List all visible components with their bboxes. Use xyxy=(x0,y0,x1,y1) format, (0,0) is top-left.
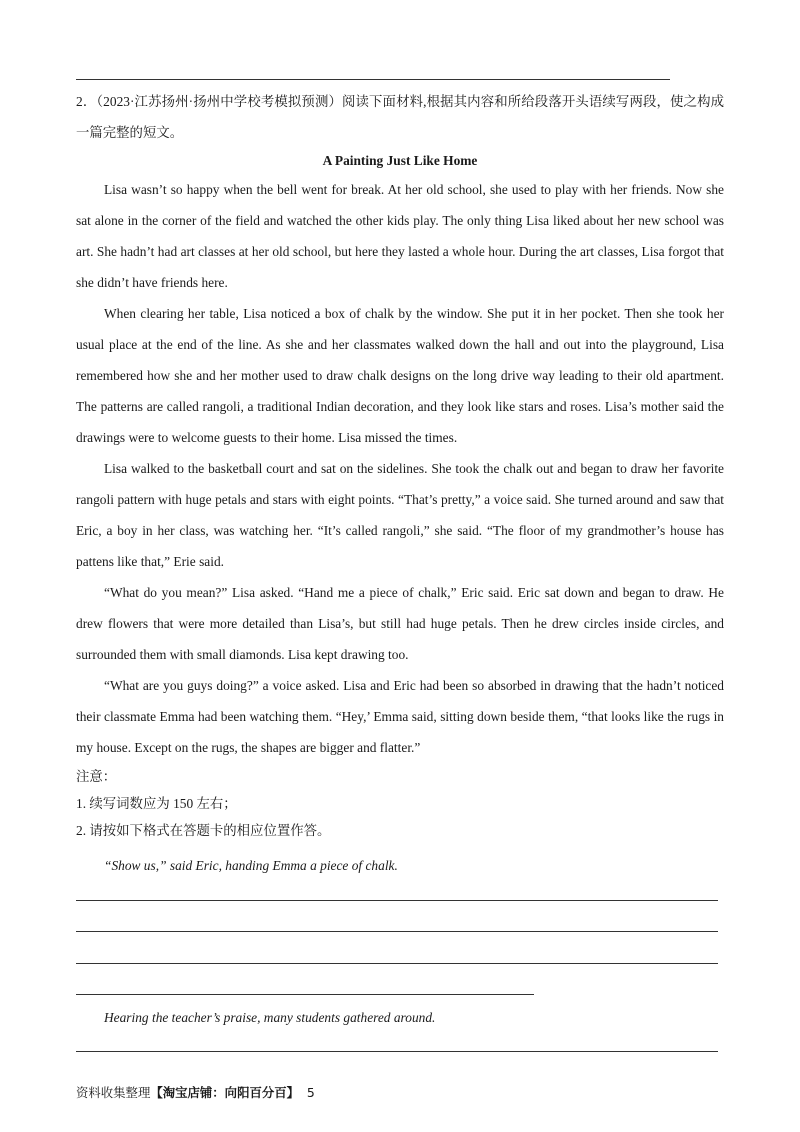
note-item: 2. 请按如下格式在答题卡的相应位置作答。 xyxy=(76,823,331,838)
notes-heading: 注意： xyxy=(76,769,117,784)
story-paragraph: “What do you mean?” Lisa asked. “Hand me a piece of chalk,” Eric said. Eric sat down and began to draw. He drew flowers that were more detailed than Lisa’s, but still had huge petals. Then he drew circles inside circles, and surrounded them with small diamonds. Lisa kept drawing too. xyxy=(76,585,724,662)
note-item: 1. 续写词数应为 150 左右； xyxy=(76,796,237,811)
footer-shop: 【淘宝店铺：向阳百分百】 xyxy=(150,1085,300,1100)
question-text: （2023·江苏扬州·扬州中学校考模拟预测）阅读下面材料,根据其内容和所给段落开头语续写两段，使之构成一篇完整的短文。 xyxy=(76,94,724,140)
question-prompt xyxy=(76,86,724,148)
page-footer xyxy=(76,1084,315,1102)
answer-line xyxy=(76,900,718,901)
top-rule xyxy=(76,79,670,80)
paragraph-starter-2: Hearing the teacher’s praise, many students gathered around. xyxy=(104,1010,436,1025)
story-body xyxy=(76,174,724,763)
paragraph-starter-1: “Show us,” said Eric, handing Emma a piece of chalk. xyxy=(104,858,398,873)
story-title: A Painting Just Like Home xyxy=(322,153,478,168)
question-number: 2． xyxy=(76,94,97,109)
footer-prefix: 资料收集整理 xyxy=(76,1085,151,1100)
answer-line xyxy=(76,1051,718,1052)
answer-line xyxy=(76,963,718,964)
story-paragraph: When clearing her table, Lisa noticed a box of chalk by the window. She put it in her pocket. Then she took her usual place at the end of the line. As she and her classmates walked down the hall and out into the playground, Lisa remembered how she and her mother used to draw chalk designs on the long drive way leading to their old apartment. The patterns are called rangoli, a traditional Indian decoration, and they look like stars and roses. Lisa’s mother said the drawings were to welcome guests to their home. Lisa missed the times. xyxy=(76,306,724,445)
story-paragraph: Lisa wasn’t so happy when the bell went for break. At her old school, she used to play with her friends. Now she sat alone in the corner of the field and watched the other kids play. The only thing Lisa liked about her new school was art. She hadn’t had art classes at her old school, but here they lasted a whole hour. During the art classes, Lisa forgot that she didn’t have friends here. xyxy=(76,182,724,290)
story-paragraph: Lisa walked to the basketball court and sat on the sidelines. She took the chalk out and began to draw her favorite rangoli pattern with huge petals and stars with eight points. “That’s pretty,” a voice said. She turned around and saw that Eric, a boy in her class, was watching her. “It’s called rangoli,” she said. “The floor of my grandmother’s house has pattens like that,” Erie said. xyxy=(76,461,724,569)
page-number: 5 xyxy=(306,1085,315,1100)
story-paragraph: “What are you guys doing?” a voice asked. Lisa and Eric had been so absorbed in drawing that the hadn’t noticed their classmate Emma had been watching them. “Hey,’ Emma said, sitting down beside them, “that looks like the rugs in my house. Except on the rugs, the shapes are bigger and flatter.” xyxy=(76,678,724,755)
answer-line xyxy=(76,994,534,995)
notes-section xyxy=(76,763,724,844)
answer-line xyxy=(76,931,718,932)
